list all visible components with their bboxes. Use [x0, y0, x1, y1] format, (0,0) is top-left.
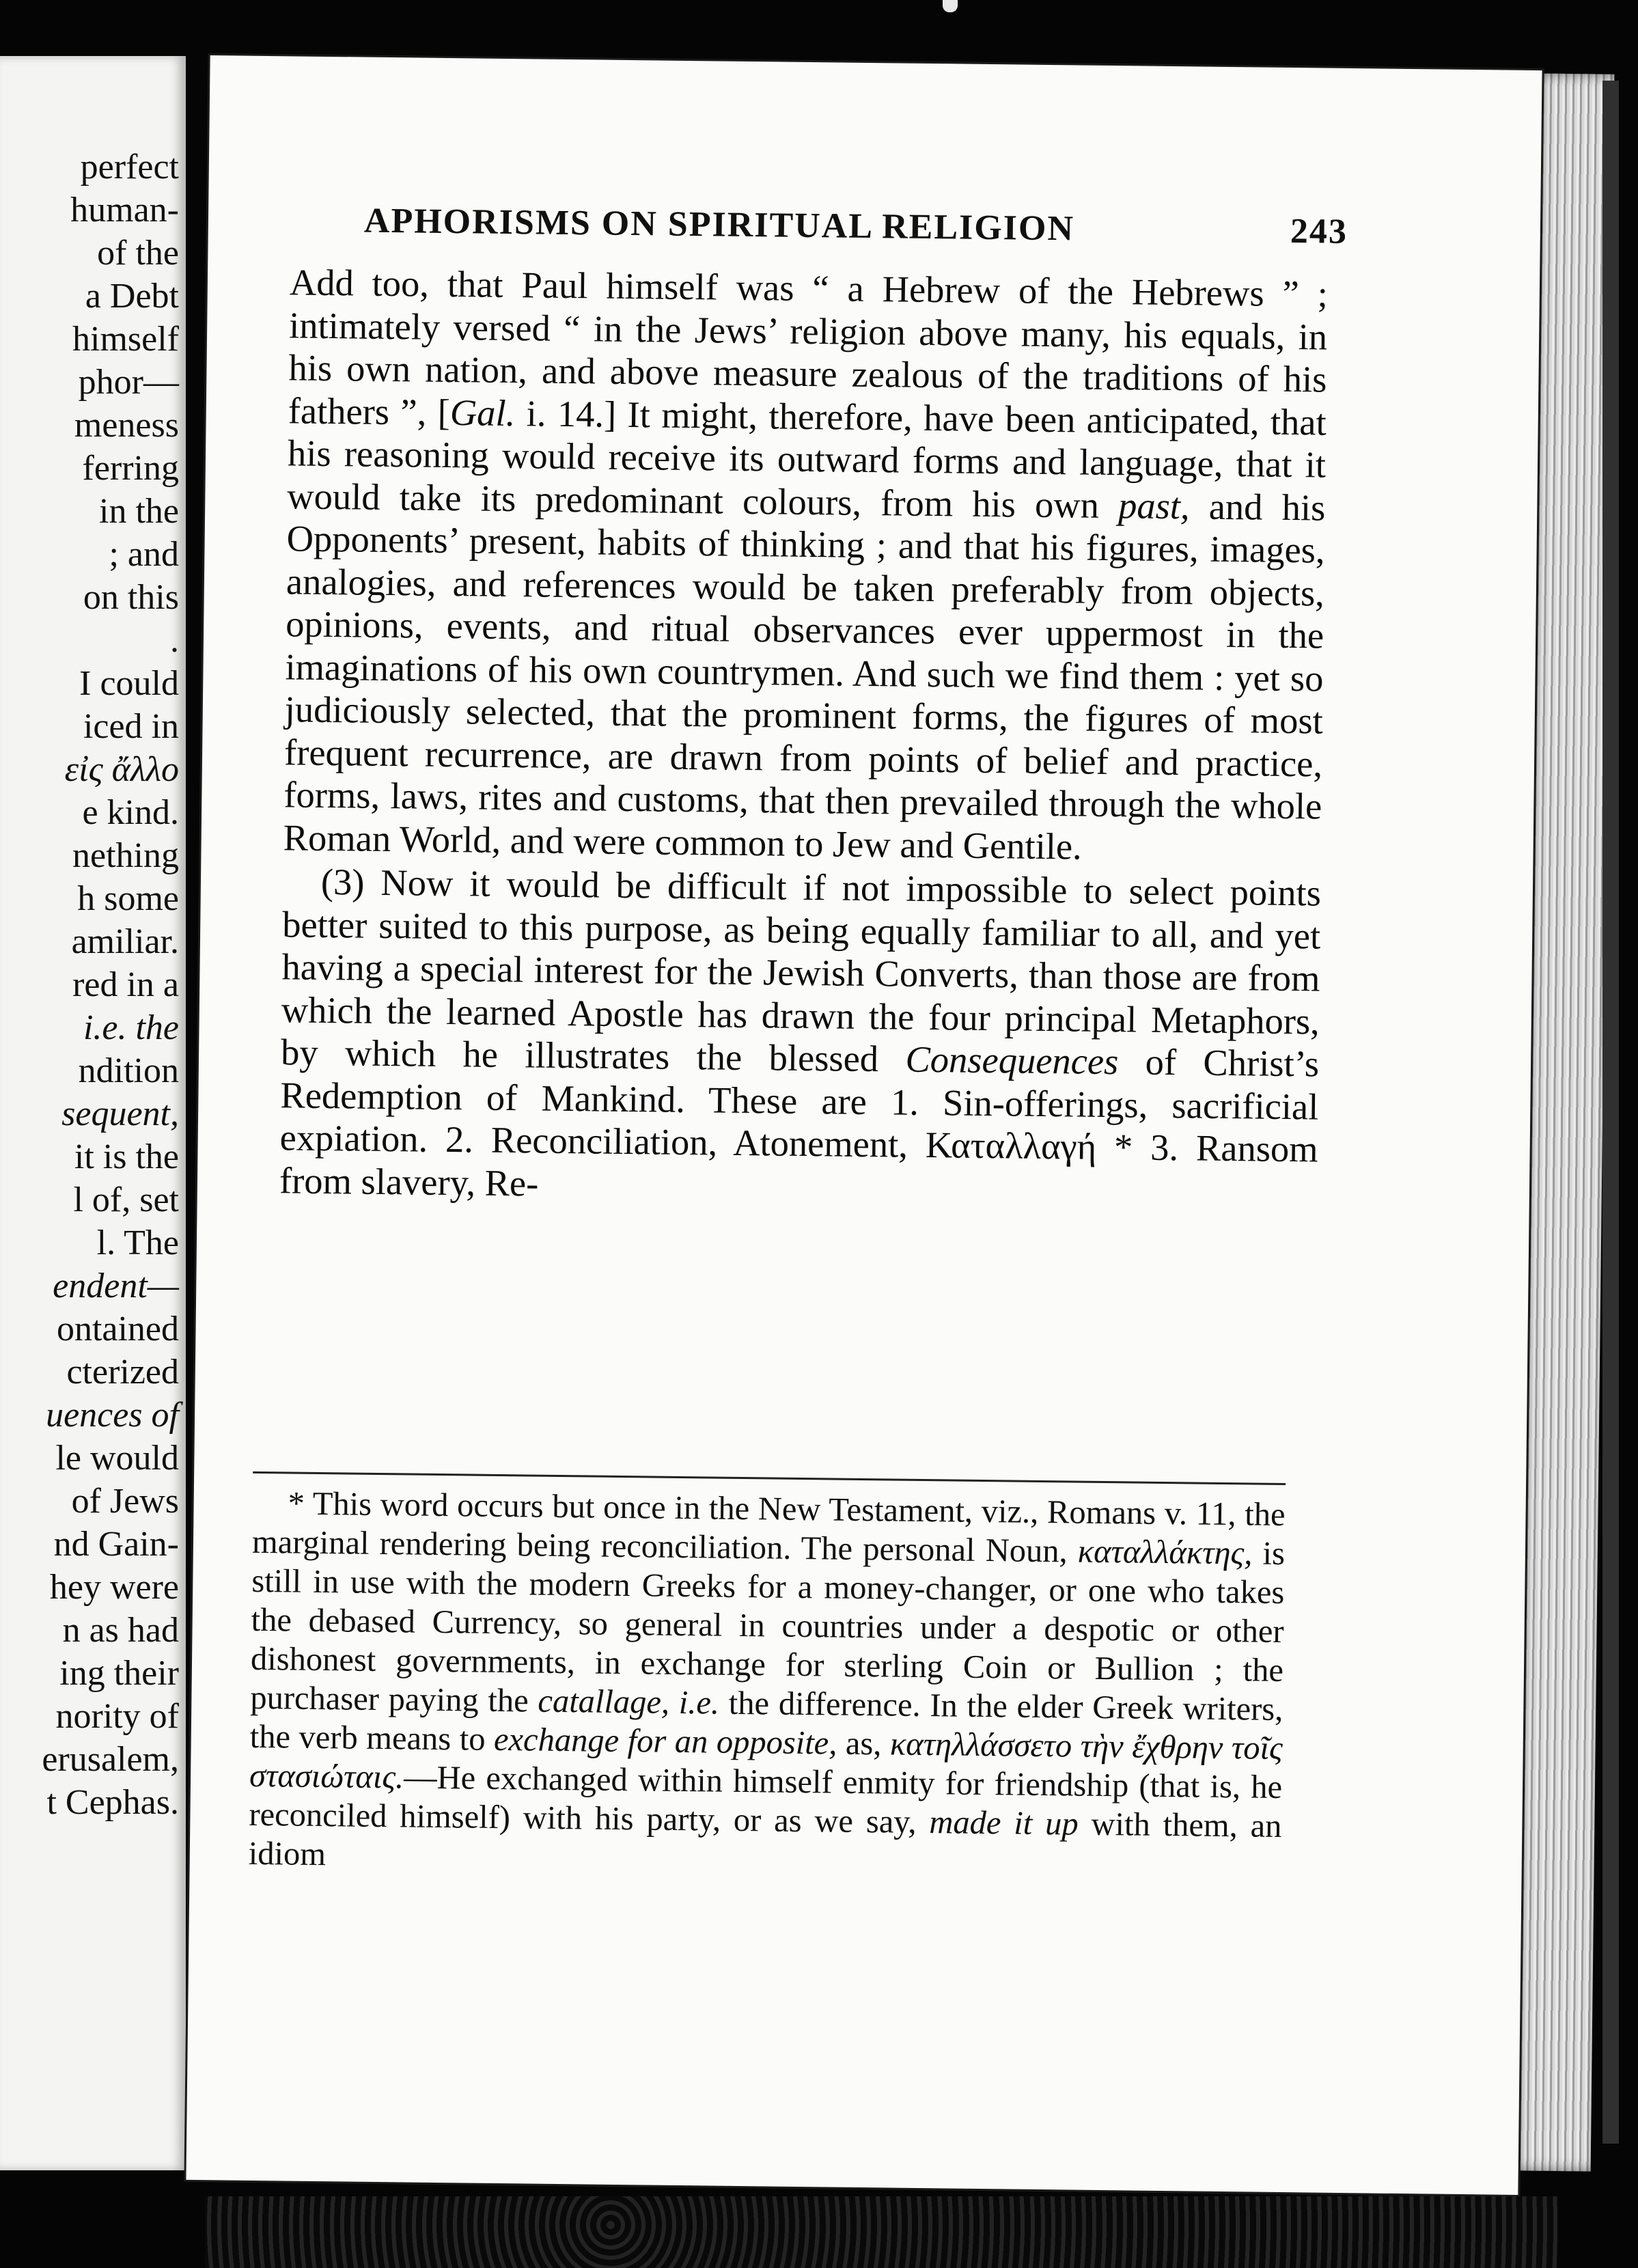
footnote	[249, 1484, 1286, 1885]
left-page-line: phor—	[78, 363, 179, 402]
greek-quotation: κατηλλάσσετο τὴν ἔχθρην τοῖς στασιώταις.	[249, 1726, 1283, 1796]
left-page-line: it is the	[74, 1137, 179, 1176]
left-page-line: of the	[97, 234, 179, 273]
scan-artifact	[943, 0, 958, 12]
footnote-rule	[253, 1471, 1286, 1485]
body-text	[279, 261, 1329, 1213]
left-page-line: uences of	[46, 1396, 179, 1435]
book-fore-edge-shadow	[1602, 81, 1619, 2144]
left-page-line: ing their	[59, 1654, 179, 1693]
left-page-line: nd Gain-	[53, 1525, 179, 1564]
left-page-line: I could	[79, 664, 179, 703]
paragraph-2: (3) Now it would be difficult if not impossible to select points better suited to this purpose, as being equally familiar to all, and yet having a special interest for the Jewish Converts, than those are from which the learned Apostle has drawn the four principal Metaphors, by which he illustrates the blessed Consequences of Christ’s Redemption of Mankind. These are 1. Sin-offerings, sacrificial expiation. 2. Reconciliation, Atonement, Καταλλαγή * 3. Ransom from slavery, Re-	[279, 860, 1322, 1204]
left-page-line: in the	[99, 492, 179, 531]
left-page-line: meness	[74, 406, 179, 445]
left-page-line: nority of	[55, 1697, 179, 1736]
left-page-line: nething	[72, 836, 179, 875]
previous-page-edge	[0, 56, 186, 2170]
left-page-line: e kind.	[82, 793, 179, 832]
left-page-line: human-	[70, 191, 179, 230]
left-page-line: le would	[55, 1439, 179, 1478]
left-page-line: ontained	[56, 1310, 179, 1349]
book-page	[186, 55, 1542, 2195]
italic-citation: Gal.	[449, 391, 516, 434]
left-page-line: .	[170, 621, 179, 660]
left-page-line: n as had	[62, 1611, 179, 1650]
left-page-line: l. The	[96, 1223, 179, 1262]
running-head	[364, 201, 1348, 252]
scan-bottom-edge	[205, 2196, 1557, 2268]
left-page-line: of Jews	[71, 1482, 179, 1521]
left-page-line: amiliar.	[71, 922, 179, 961]
left-page-line: ferring	[82, 449, 179, 488]
left-page-line: hey were	[49, 1568, 179, 1607]
left-page-line: on this	[83, 578, 179, 617]
left-page-line: t Cephas.	[46, 1783, 179, 1822]
left-page-line: i.e. the	[83, 1008, 179, 1047]
left-page-line: erusalem,	[42, 1740, 179, 1779]
left-page-line: cterized	[66, 1353, 179, 1392]
italic-word: past,	[1118, 484, 1191, 527]
page-number: 243	[1290, 211, 1348, 251]
running-head-title: APHORISMS ON SPIRITUAL RELIGION	[363, 201, 1075, 249]
footnote-text: * This word occurs but once in the New Testament, viz., Romans v. 11, the marginal rendering being reconciliation. The personal Noun, καταλλάκτης, is still in use with the modern Greeks for a money-changer, or one who takes the debased Currency, so general in countries under a despotic or other dishonest governments, in exchange for sterling Coin or Bullion ; the purchaser paying the catallage, i.e. the difference. In the elder Greek writers, the verb means to exchange for an opposite, as, κατηλλάσσετο τὴν ἔχθρην τοῖς στασιώταις.—He exchanged within himself enmity for friendship (that is, he reconciled himself) with his party, or as we say, made it up with them, an idiom	[248, 1485, 1286, 1873]
left-page-line: perfect	[80, 148, 179, 186]
left-page-line: h some	[77, 879, 179, 918]
left-page-line: εἰς ἄλλο	[64, 750, 179, 789]
italic-word: Consequences	[905, 1038, 1119, 1083]
left-page-line: l of, set	[73, 1180, 179, 1219]
left-page-line: red in a	[72, 965, 179, 1004]
left-page-line: iced in	[83, 707, 179, 746]
left-page-line: endent—	[53, 1267, 179, 1305]
left-page-line: sequent,	[61, 1094, 179, 1133]
left-page-line: himself	[72, 320, 179, 359]
left-page-line: a Debt	[85, 277, 179, 316]
left-page-line: ndition	[78, 1051, 179, 1090]
left-page-line: ; and	[109, 535, 179, 574]
paragraph-1: Add too, that Paul himself was “ a Hebrew of the Hebrews ” ; intimately versed “ in the Jews’ religion above many, his equals, in his own nation, and above measure zealous of the traditions of his fathers ”, [Gal. i. 14.] It might, therefore, have been anticipated, that his reasoning would receive its outward forms and language, that it would take its predominant colours, from his own past, and his Opponents’ present, habits of thinking ; and that his figures, images, analogies, and references would be taken preferably from objects, opinions, events, and ritual observances ever uppermost in the imaginations of his own countrymen. And such we find them : yet so judiciously selected, that the prominent forms, the figures of most frequent recurrence, are drawn from points of belief and practice, forms, laws, rites and customs, that then prevailed through the whole Roman World, and were common to Jew and Gentile.	[283, 261, 1329, 868]
